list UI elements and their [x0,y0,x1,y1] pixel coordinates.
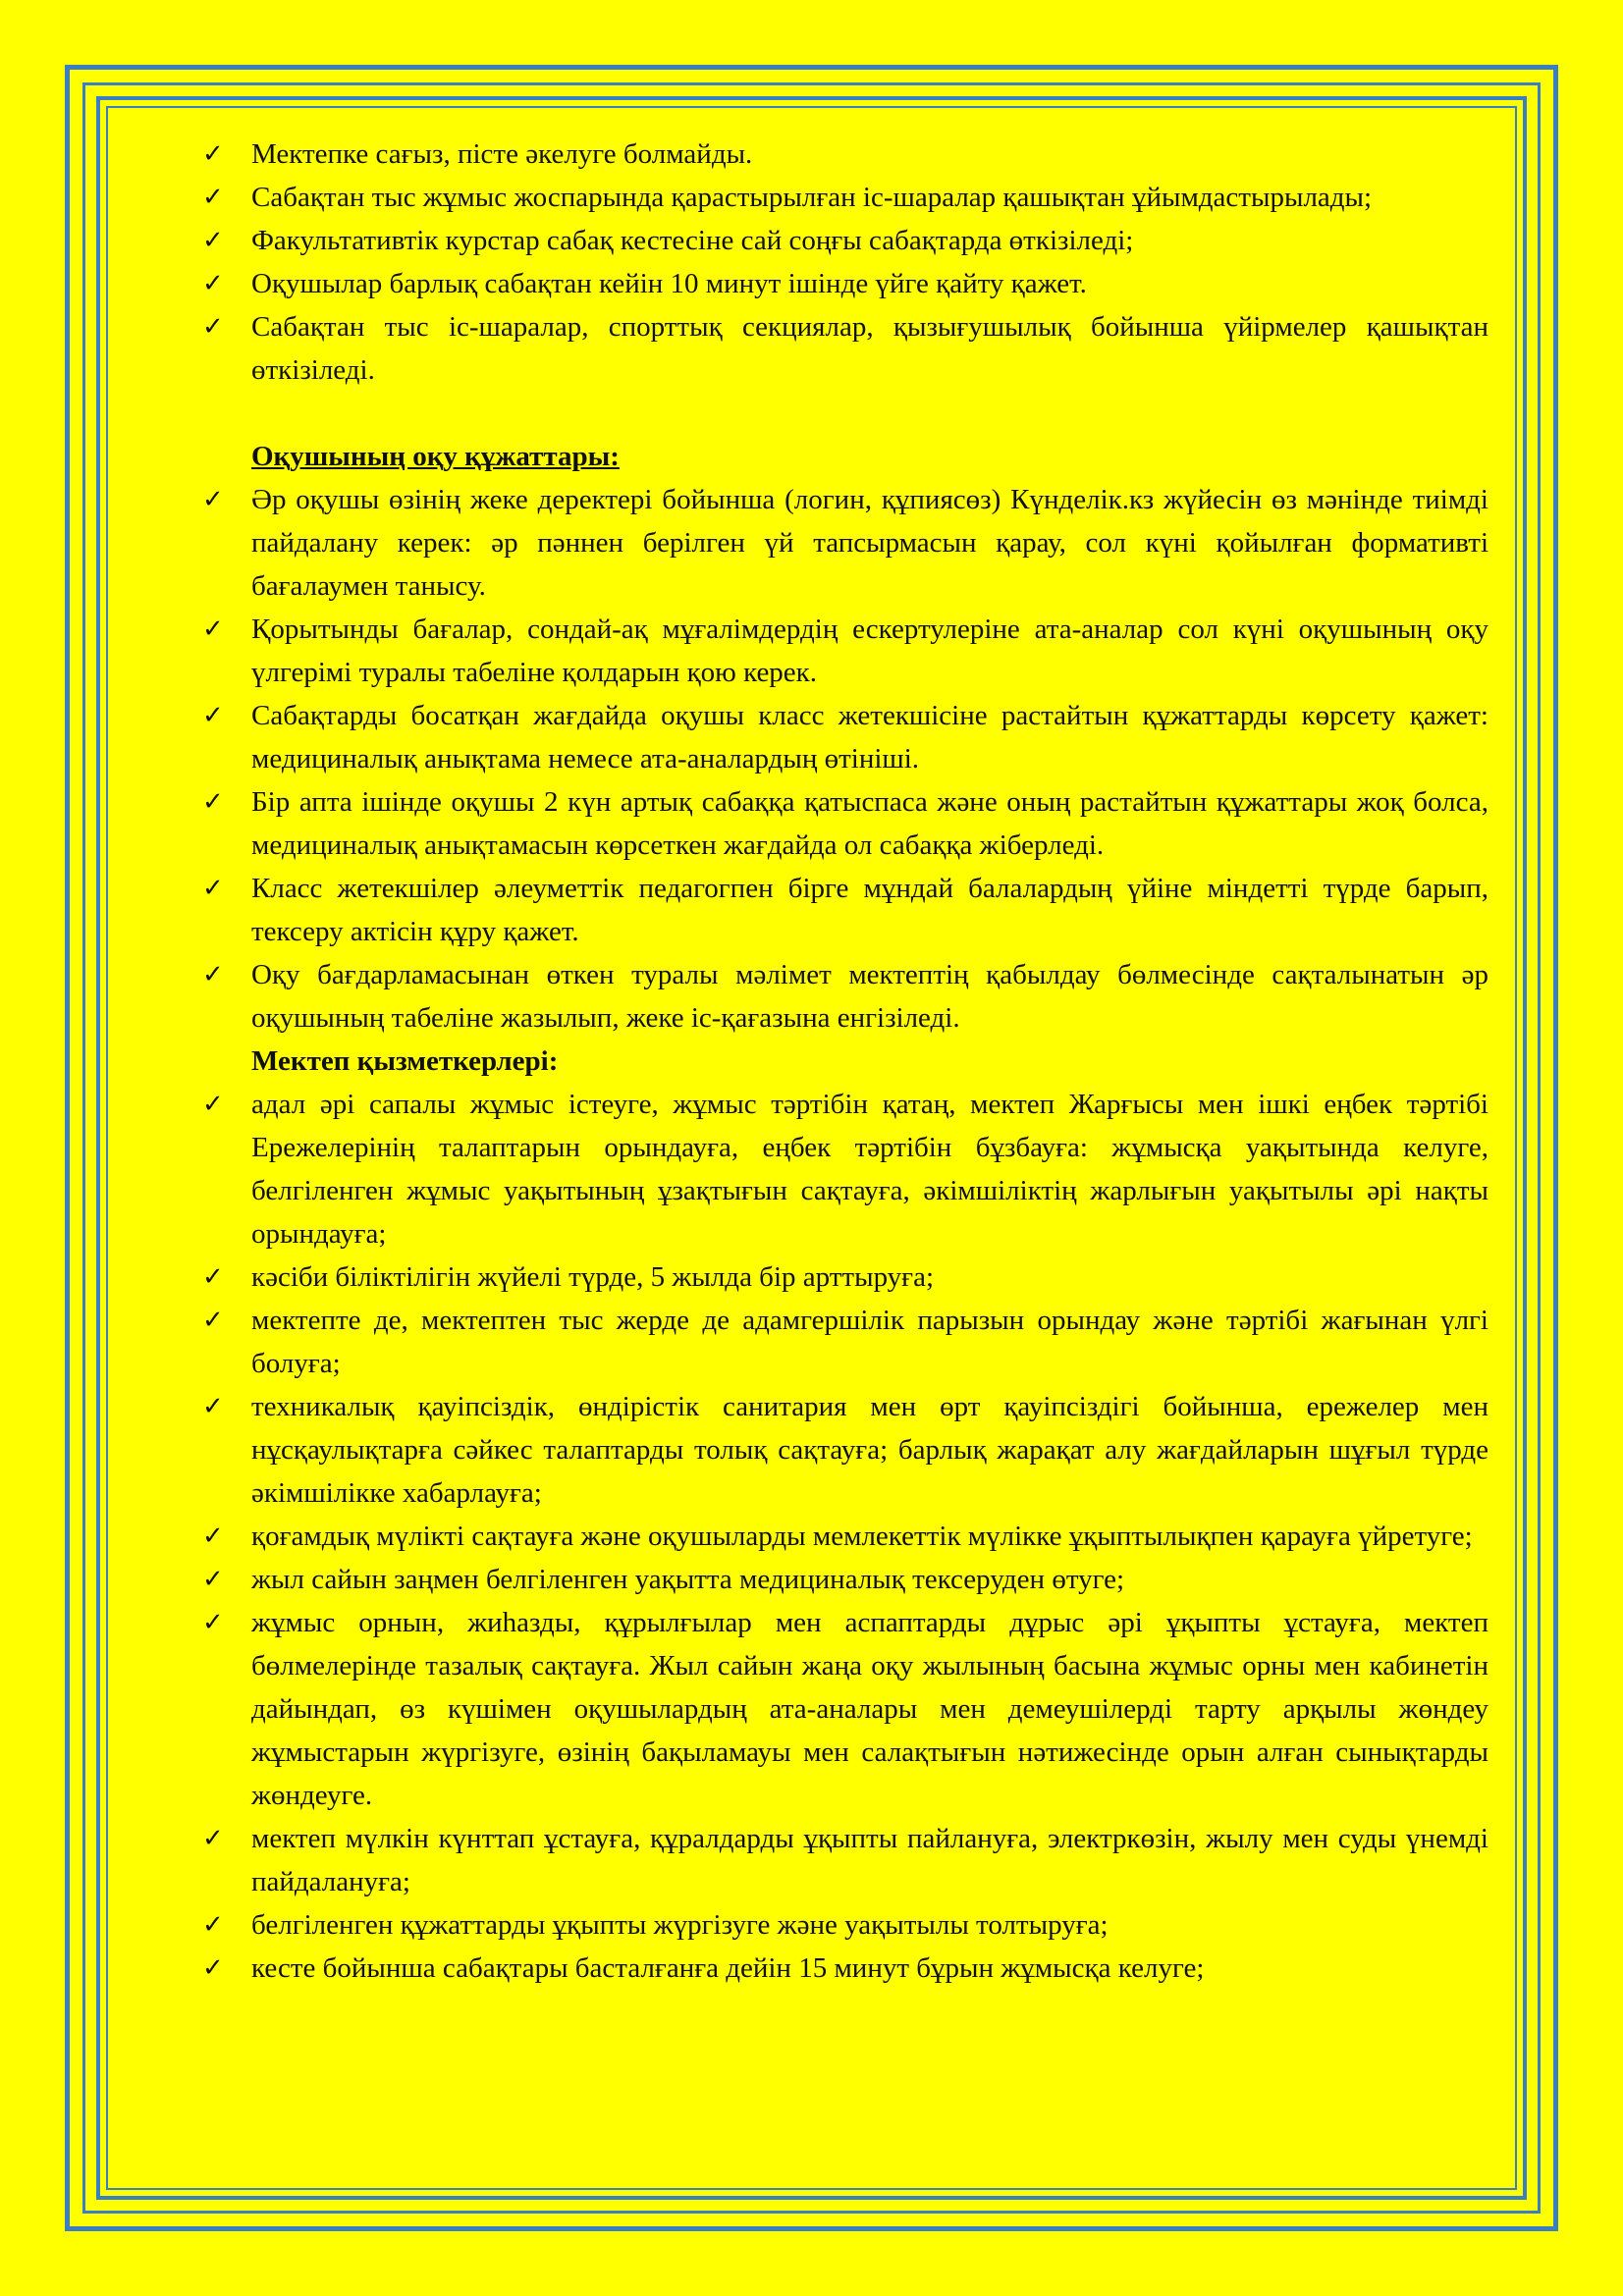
list-item [202,780,1488,867]
checkmark-icon: ✓ [202,139,224,169]
list-item-text: Факультативтік курстар сабақ кестесіне сай соңғы сабақтарда өткізіледі; [251,225,1134,256]
checkmark-icon: ✓ [202,1910,224,1940]
list-item-text: Оқу бағдарламасынан өткен туралы мәлімет мектептің қабылдау бөлмесінде сақталынатын әр оқушының табеліне жазылып, жеке іс-қағазына енгізіледі. [251,959,1488,1034]
checkmark-icon: ✓ [202,226,224,255]
list-item [202,1083,1488,1255]
section3-list [202,1083,1488,1990]
list-item-text: Әр оқушы өзінің жеке деректері бойынша (логин, құпиясөз) Күнделік.кз жүйесін өз мәнінде тиімді пайдалану керек: әр пәннен берілген үй тапсырмасын қарау, сол күні қойылған формативті бағалаумен танысу. [251,484,1488,602]
list-item [202,478,1488,608]
list-item-text: Сабақтан тыс жұмыс жоспарында қарастырылған іс-шаралар қашықтан ұйымдастырылады; [251,182,1373,213]
list-item-text: Сабақтан тыс іс-шаралар, спорттық секциялар, қызығушылық бойынша үйірмелер қашықтан өткізіледі. [251,311,1488,386]
list-item [202,133,1488,176]
list-item [202,262,1488,305]
list-item [202,1385,1488,1515]
checkmark-icon: ✓ [202,614,224,644]
checkmark-icon: ✓ [202,485,224,514]
list-item-text: адал әрі сапалы жұмыс істеуге, жұмыс тәртібін қатаң, мектеп Жарғысы мен ішкі еңбек тәртібі Ережелерінің талаптарын орындауға, еңбек тәртібін бұзбауға: жұмысқа уақытында келуге, белгіленген жұмыс уақытының ұзақтығын сақтауға, әкімшіліктің жарлығын уақытылы әрі нақты орындауға; [251,1089,1488,1250]
checkmark-icon: ✓ [202,787,224,817]
list-item-text: мектепте де, мектептен тыс жерде де адамгершілік парызын орындау және тәртібі жағынан үлгі болуға; [251,1305,1488,1379]
checkmark-icon: ✓ [202,269,224,298]
checkmark-icon: ✓ [202,183,224,212]
list-item [202,1601,1488,1817]
checkmark-icon: ✓ [202,1608,224,1637]
list-item-text: Мектепке сағыз, пісте әкелуге болмайды. [251,138,753,170]
section2-list [202,478,1488,1040]
list-item [202,1947,1488,1990]
section1-list [202,133,1488,392]
list-item [202,694,1488,780]
list-item-text: техникалық қауіпсіздік, өндірістік санитария мен өрт қауіпсіздігі бойынша, ережелер мен нұсқаулықтарға сәйкес талаптарды толық сақтауға; барлық жарақат алу жағдайларын шұғыл түрде әкімшілікке хабарлауға; [251,1391,1488,1509]
list-item-text: Оқушылар барлық сабақтан кейін 10 минут ішінде үйге қайту қажет. [251,268,1087,299]
checkmark-icon: ✓ [202,1522,224,1551]
checkmark-icon: ✓ [202,1565,224,1594]
section-spacer [202,392,1488,435]
list-item-text: мектеп мүлкін күнттап ұстауға, құралдарды ұқыпты пайлануға, электркөзін, жылу мен суды үнемді пайдалануға; [251,1823,1488,1897]
list-item-text: Бір апта ішінде оқушы 2 күн артық сабаққа қатыспаса және оның растайтын құжаттары жоқ болса, медициналық анықтамасын көрсеткен жағдайда ол сабаққа жіберледі. [251,786,1488,861]
list-item [202,1515,1488,1558]
section3-heading: Мектеп қызметкерлері: [251,1045,559,1077]
checkmark-icon: ✓ [202,960,224,989]
list-item [202,1817,1488,1903]
checkmark-icon: ✓ [202,874,224,903]
checkmark-icon: ✓ [202,1824,224,1853]
checkmark-icon: ✓ [202,312,224,342]
checkmark-icon: ✓ [202,1090,224,1119]
checkmark-icon: ✓ [202,1306,224,1335]
list-item [202,305,1488,392]
list-item [202,608,1488,694]
list-item [202,219,1488,262]
section2-heading: Оқушының оқу құжаттары: [251,441,620,472]
list-item-text: Класс жетекшілер әлеуметтік педагогпен бірге мұндай балалардың үйіне міндетті түрде барып, тексеру актісін құру қажет. [251,873,1488,947]
checkmark-icon: ✓ [202,701,224,730]
checkmark-icon: ✓ [202,1262,224,1292]
list-item-text: жыл сайын заңмен белгіленген уақытта медициналық тексеруден өтуге; [251,1564,1125,1595]
list-item [202,1255,1488,1299]
list-item [202,1903,1488,1947]
checkmark-icon: ✓ [202,1953,224,1983]
list-item-text: кәсіби біліктілігін жүйелі түрде, 5 жылда бір арттыруға; [251,1261,935,1293]
list-item-text: қоғамдық мүлікті сақтауға және оқушыларды мемлекеттік мүлікке ұқыптылықпен қарауға үйретуге; [251,1521,1473,1552]
checkmark-icon: ✓ [202,1392,224,1421]
list-item [202,953,1488,1040]
list-item [202,1558,1488,1601]
list-item-text: кесте бойынша сабақтары басталғанға дейін 15 минут бұрын жұмысқа келуге; [251,1952,1205,1984]
list-item [202,176,1488,219]
list-item-text: белгіленген құжаттарды ұқыпты жүргізуге және уақытылы толтыруға; [251,1909,1109,1941]
list-item-text: Қорытынды бағалар, сондай-ақ мұғалімдердің ескертулеріне ата-аналар сол күні оқушының оқу үлгерімі туралы табеліне қолдарын қою керек. [251,614,1488,688]
list-item [202,867,1488,953]
list-item-text: Сабақтарды босатқан жағдайда оқушы класс жетекшісіне растайтын құжаттарды көрсету қажет: медициналық анықтама немесе ата-аналардың өтініші. [251,700,1488,774]
list-item-text: жұмыс орнын, жиһазды, құрылғылар мен аспаптарды дұрыс әрі ұқыпты ұстауға, мектеп бөлмелерінде тазалық сақтауға. Жыл сайын жаңа оқу жылының басына жұмыс орны мен кабинетін дайындап, өз күшімен оқушылардың ата-аналары мен демеушілерді тарту арқылы жөндеу жұмыстарын жүргізуге, өзінің бақыламауы мен салақтығын нәтижесінде орын алған сынықтарды жөндеуге. [251,1607,1488,1811]
document-body [202,133,1488,1990]
list-item [202,1299,1488,1385]
